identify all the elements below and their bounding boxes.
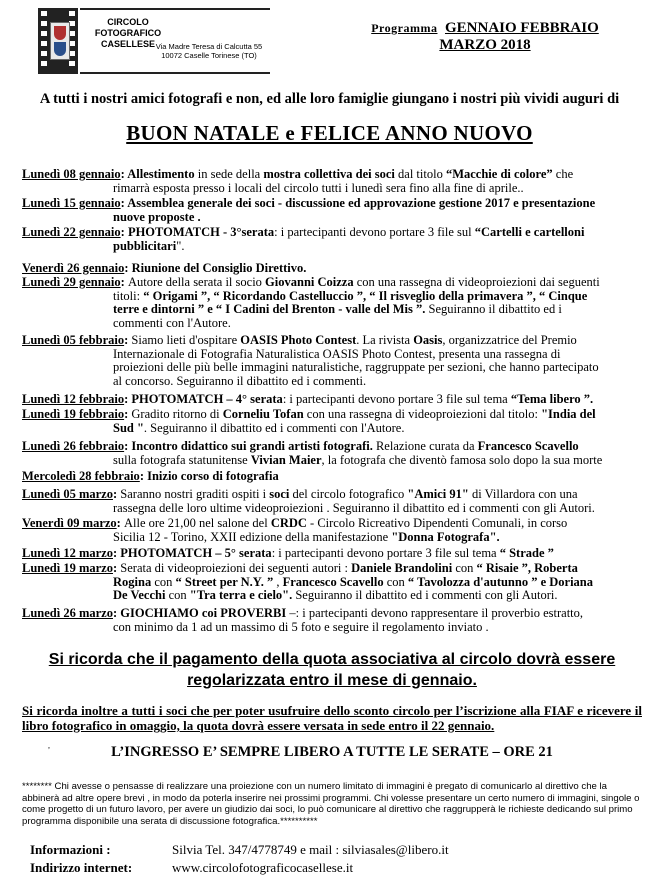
event-continuation: Rogina con “ Street per N.Y. ” , Francesco Scavello con “ Tavolozza d'autunno ” e Doriana De Vecchi con "Tra terra e cielo". Seguiranno il dibattito ed i commenti con gli Autori. <box>113 574 594 603</box>
event-date: Lunedì 26 marzo <box>22 606 113 620</box>
tick-mark: , <box>48 741 50 750</box>
event-text: Assemblea generale dei soci - discussione ed approvazione gestione 2017 e presentazione <box>127 196 596 210</box>
event-continuation: sulla fotografa statunitense Vivian Maier, la fotografa che diventò famosa solo dopo la sua morte <box>113 452 603 467</box>
event-date-separator: : <box>120 275 128 289</box>
event-item <box>22 547 642 561</box>
event-text: Gradito ritorno di Corneliu Tofan con una rassegna di videoproiezioni dal titolo: "India del <box>131 407 596 421</box>
event-text: Incontro didattico sui grandi artisti fotografi. Relazione curata da Francesco Scavello <box>131 439 579 453</box>
event-item <box>22 607 642 634</box>
greeting-text: A tutti i nostri amici fotografi e non, ed alle loro famiglie giungano i nostri più vividi auguri di <box>39 91 620 107</box>
club-address <box>148 42 270 60</box>
event-date: Lunedì 19 febbraio <box>22 407 125 421</box>
ingresso-notice: L’INGRESSO E’ SEMPRE LIBERO A TUTTE LE SERATE – ORE 21 <box>111 744 553 760</box>
event-date: Lunedì 05 marzo <box>22 487 113 501</box>
event-continuation: titoli: “ Origami ”, “ Ricordando Castelluccio ”, “ Il risveglio della primavera ”, “ Cinque terre e dintorni ” e “ I Cadini del Brenton - valle del Mis ”. Seguiranno il dibattito ed i commenti con l'Autore. <box>113 288 588 330</box>
club-name: CIRCOLO FOTOGRAFICO CASELLESE <box>94 17 162 49</box>
event-item <box>22 517 642 544</box>
event-date: Lunedì 08 gennaio <box>22 167 121 181</box>
event-date-separator: : <box>124 407 132 421</box>
event-item <box>22 488 642 515</box>
event-date-separator: : <box>124 261 132 275</box>
event-date-separator: : <box>124 392 132 406</box>
coat-of-arms-icon <box>50 22 70 60</box>
event-date: Venerdì 09 marzo <box>22 516 117 530</box>
info-label: Informazioni : <box>30 842 111 857</box>
event-item <box>22 334 642 388</box>
programma-period-2: MARZO 2018 <box>439 37 531 53</box>
small-note: ******** Chi avesse o pensasse di realizzare una proiezione con un numero limitato di immagini è pregato di comunicarlo al direttivo che la abbinerà ad altre opere brevi , in modo da poterla inserire nei prossimi programmi. Chi volesse presentare un certo numero di immagini, singole o come progetto di un futuro lavoro, per avere un giudizio dai soci, lo può comunicare al direttivo che raggrupperà le richieste dedicando sul primo programma disponibile una serata di discussione fotografica.********** <box>22 781 640 827</box>
event-date-separator: : <box>112 606 121 620</box>
event-continuation: rimarrà esposta presso i locali del circolo tutti i lunedì sera fino alla fine di aprile.. <box>113 180 524 195</box>
event-continuation: Sud ". Seguiranno il dibattito ed i commenti con l'Autore. <box>113 420 405 435</box>
event-text: Saranno nostri graditi ospiti i soci del circolo fotografico "Amici 91" di Villardora con una <box>120 487 578 501</box>
programma-period-1: GENNAIO FEBBRAIO <box>444 20 599 36</box>
web-label: Indirizzo internet: <box>30 860 133 875</box>
event-date: Lunedì 15 gennaio <box>22 196 121 210</box>
event-text: PHOTOMATCH – 5° serata: i partecipanti devono portare 3 file sul tema “ Strade ” <box>120 546 554 560</box>
event-continuation: pubblicitari". <box>113 238 185 253</box>
event-date-separator: : <box>139 469 148 483</box>
event-date-separator: : <box>120 196 128 210</box>
event-text: PHOTOMATCH – 4° serata: i partecipanti devono portare 3 file sul tema “Tema libero ”. <box>131 392 594 406</box>
event-item <box>22 470 642 484</box>
event-continuation: con minimo da 1 ad un massimo di 5 foto e seguire il regolamento inviato . <box>113 619 489 634</box>
event-continuation: rassegna delle loro ultime videoproiezioni . Seguiranno il dibattito ed i commenti con gli Autori. <box>113 500 595 515</box>
event-date: Lunedì 26 febbraio <box>22 439 125 453</box>
film-strip-logo <box>38 8 78 74</box>
event-date-separator: : <box>116 516 124 530</box>
event-text: PHOTOMATCH - 3°serata: i partecipanti devono portare 3 file sul “Cartelli e cartelloni <box>127 225 585 239</box>
headline: BUON NATALE e FELICE ANNO NUOVO <box>126 121 533 145</box>
event-date-separator: : <box>120 167 128 181</box>
event-text: Siamo lieti d'ospitare OASIS Photo Contest. La rivista Oasis, organizzatrice del Premio <box>131 333 577 347</box>
notice-quota: Si ricorda che il pagamento della quota associativa al circolo dovrà essere regolarizzata entro il mese di gennaio. <box>48 651 616 689</box>
event-text: Inizio corso di fotografia <box>147 469 279 483</box>
event-continuation: Internazionale di Fotografia Naturalistica OASIS Photo Contest, presenta una rassegna di proiezioni delle più belle immagini naturalistiche, raggruppate per sezioni, che hanno partecipato al concorso. Seguiranno il dibattito ed i commenti. <box>113 346 599 388</box>
event-item <box>22 440 642 467</box>
web-value[interactable]: www.circolofotograficocasellese.it <box>172 860 354 875</box>
event-item <box>22 168 642 195</box>
programma-title <box>340 20 630 54</box>
event-item <box>22 276 642 330</box>
event-item <box>22 226 642 253</box>
event-text: Riunione del Consiglio Direttivo. <box>131 261 307 275</box>
event-text: Serata di videoproiezioni dei seguenti autori : Daniele Brandolini con “ Risaie ”, Roberta <box>120 561 578 575</box>
event-item <box>22 562 642 603</box>
event-date-separator: : <box>112 561 121 575</box>
event-text: GIOCHIAMO coi PROVERBI –: i partecipanti devono rappresentare il proverbio estratto, <box>120 606 584 620</box>
info-value: Silvia Tel. 347/4778749 e mail : silviasales@libero.it <box>172 842 449 857</box>
event-text: Allestimento in sede della mostra collettiva dei soci dal titolo “Macchie di colore” che <box>127 167 574 181</box>
event-date-separator: : <box>124 333 132 347</box>
event-continuation: nuove proposte . <box>113 209 201 224</box>
event-date: Lunedì 12 marzo <box>22 546 113 560</box>
club-address-line-2: 10072 Caselle Torinese (TO) <box>161 51 257 60</box>
event-date: Mercoledì 28 febbraio <box>22 469 140 483</box>
event-text: Autore della serata il socio Giovanni Coizza con una rassegna di videoproiezioni dai seguenti <box>127 275 600 289</box>
event-continuation: Sicilia 12 - Torino, XXII edizione della manifestazione "Donna Fotografa". <box>113 529 500 544</box>
event-item <box>22 408 642 435</box>
event-item <box>22 262 642 276</box>
event-date-separator: : <box>124 439 132 453</box>
event-date: Lunedì 29 gennaio <box>22 275 121 289</box>
event-date-separator: : <box>120 225 128 239</box>
event-item <box>22 393 642 407</box>
event-date: Lunedì 12 febbraio <box>22 392 125 406</box>
event-date: Lunedì 19 marzo <box>22 561 113 575</box>
event-date: Lunedì 05 febbraio <box>22 333 125 347</box>
programma-label: Programma <box>371 21 438 35</box>
notice-fiaf: Si ricorda inoltre a tutti i soci che per poter usufruire dello sconto circolo per l’iscrizione alla FIAF e ricevere il libro fotografico in omaggio, la quota dovrà essere versata in sede entro il 22 gennaio. <box>22 703 642 733</box>
event-date-separator: : <box>112 487 121 501</box>
event-item <box>22 197 642 224</box>
event-date: Lunedì 22 gennaio <box>22 225 121 239</box>
event-text: Alle ore 21,00 nel salone del CRDC - Circolo Ricreativo Dipendenti Comunali, in corso <box>123 516 568 530</box>
logo-text-box <box>80 8 270 74</box>
event-date: Venerdì 26 gennaio <box>22 261 125 275</box>
club-address-line-1: Via Madre Teresa di Calcutta 55 <box>155 42 263 51</box>
event-date-separator: : <box>112 546 121 560</box>
